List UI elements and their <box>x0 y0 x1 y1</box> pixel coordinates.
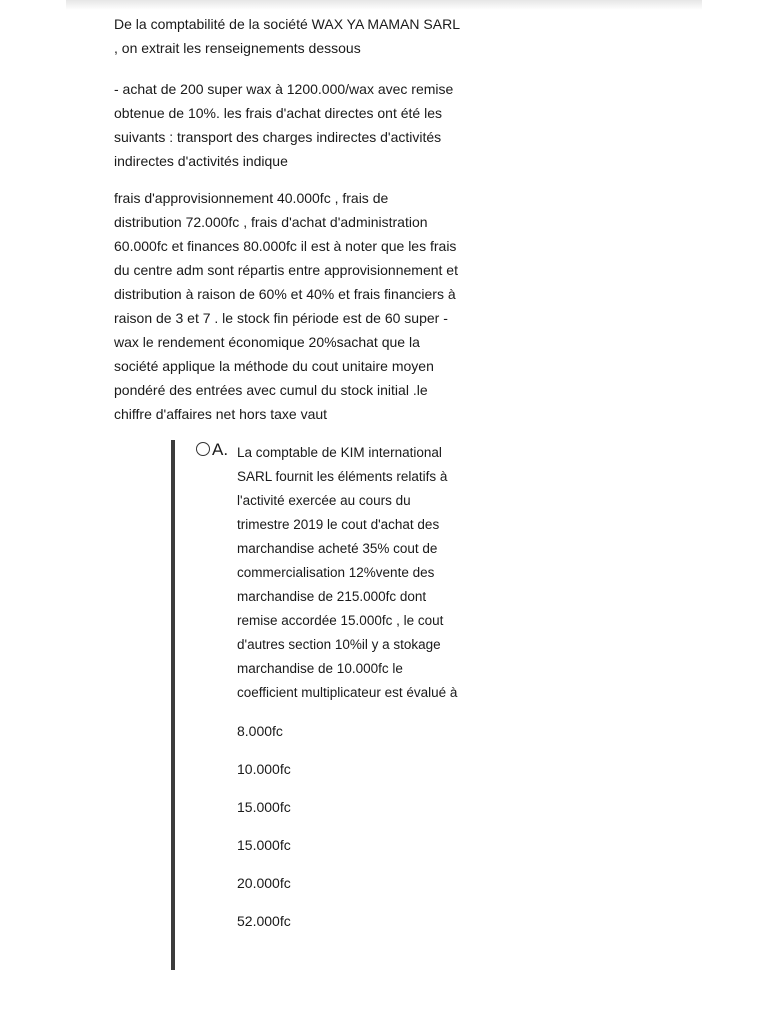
answer-choice[interactable]: 10.000fc <box>237 761 291 777</box>
option-letter-label: A. <box>212 440 229 459</box>
radio-circle-icon[interactable] <box>196 442 210 456</box>
option-a-radio[interactable] <box>196 438 228 462</box>
answer-choice[interactable]: 52.000fc <box>237 913 291 929</box>
statement-purchase: - achat de 200 super wax à 1200.000/wax avec remise obtenue de 10%. les frais d'achat directes ont été les suivants : transport des charges indirectes d'activités indirectes d'activités indique <box>114 81 454 169</box>
answer-choice[interactable]: 8.000fc <box>237 723 283 739</box>
answer-choice[interactable]: 15.000fc <box>237 799 291 815</box>
answer-choice[interactable]: 20.000fc <box>237 875 291 891</box>
option-a-text: La comptable de KIM international SARL fournit les éléments relatifs à l'activité exercée au cours du trimestre 2019 le cout d'achat des marchandise acheté 35% cout de commercialisation 12%vente des marchandise de 215.000fc dont remise accordée 15.000fc , le cout d'autres section 10%il y a stokage marchandise de 10.000fc le coefficient multiplicateur est évalué à <box>237 445 458 700</box>
top-edge-shadow <box>66 0 702 10</box>
statement-costs: frais d'approvisionnement 40.000fc , frais de distribution 72.000fc , frais d'achat d'administration 60.000fc et finances 80.000fc il est à noter que les frais du centre adm sont répartis entre approvisionnement et distribution à raison de 60% et 40% et frais financiers à raison de 3 et 7 . le stock fin période est de 60 super - wax le rendement économique 20%sachat que la société applique la méthode du cout unitaire moyen pondéré des entrées avec cumul du stock initial .le chiffre d'affaires net hors taxe vaut <box>114 190 458 422</box>
statement-intro: De la comptabilité de la société WAX YA MAMAN SARL , on extrait les renseignements dessous <box>114 16 460 56</box>
answer-choice[interactable]: 15.000fc <box>237 837 291 853</box>
option-left-bar <box>171 440 175 970</box>
